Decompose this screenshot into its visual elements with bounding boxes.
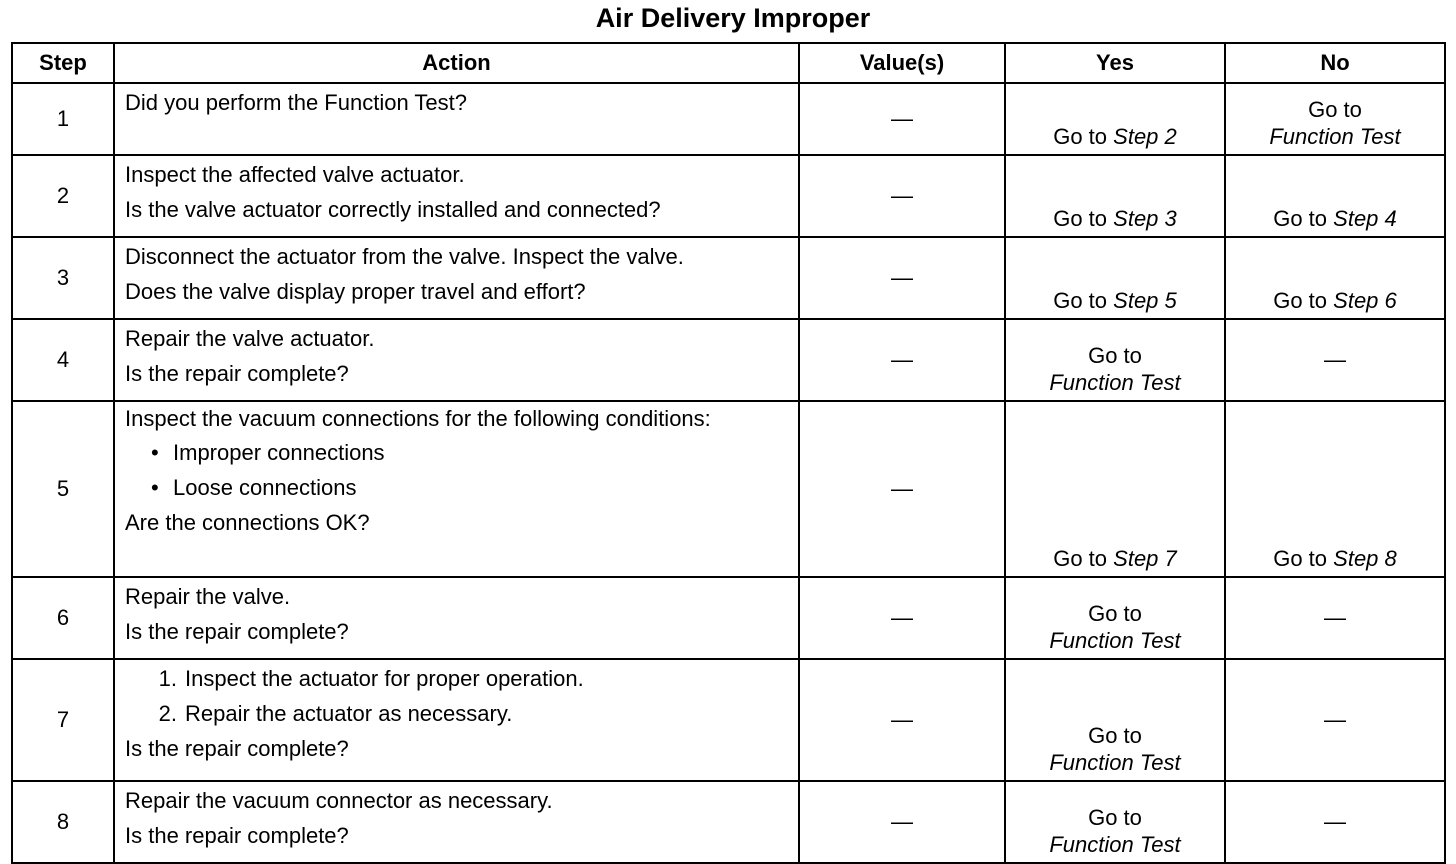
goto-prefix: Go to [1273,288,1328,313]
action-cell [114,577,799,659]
goto-prefix: Go to [1053,288,1108,313]
goto-prefix: Go to [1273,546,1328,571]
value-cell: — [799,401,1005,577]
goto-prefix: Go to [1088,601,1142,626]
item-text: Inspect the actuator for proper operation. [185,666,584,691]
goto-target: Function Test [1049,832,1181,857]
page-title: Air Delivery Improper [595,3,871,33]
action-question: Is the repair complete? [125,619,349,644]
action-cell [114,319,799,401]
goto-prefix: Go to [1088,723,1142,748]
action-text: Inspect the affected valve actuator. [125,162,465,187]
table-row-step-5 [12,401,1445,577]
table-row-step-8 [12,781,1445,863]
no-cell [1225,237,1445,319]
column-header-yes: Yes [1005,43,1225,83]
yes-cell [1005,155,1225,237]
no-cell [1225,401,1445,577]
action-question: Is the repair complete? [125,361,349,386]
table-row-step-4 [12,319,1445,401]
action-question: Does the valve display proper travel and effort? [125,279,586,304]
numbered-item [125,699,790,729]
goto-target: Step 2 [1113,124,1177,149]
action-text: Did you perform the Function Test? [125,90,467,115]
step-number: 8 [12,781,114,863]
action-question: Are the connections OK? [125,510,370,535]
value-cell: — [799,155,1005,237]
yes-cell [1005,83,1225,155]
no-cell: — [1225,577,1445,659]
action-question: Is the valve actuator correctly installed and connected? [125,197,661,222]
item-text: Repair the actuator as necessary. [185,701,513,726]
item-number: 2. [158,701,177,726]
value-cell: — [799,237,1005,319]
goto-prefix: Go to [1308,97,1362,122]
action-cell [114,781,799,863]
goto-target: Function Test [1269,124,1401,149]
no-cell [1225,83,1445,155]
column-header-step: Step [12,43,114,83]
no-cell: — [1225,319,1445,401]
action-text: Disconnect the actuator from the valve. Inspect the valve. [125,244,684,269]
step-number: 4 [12,319,114,401]
yes-cell [1005,319,1225,401]
step-number: 2 [12,155,114,237]
no-cell: — [1225,781,1445,863]
action-text: Repair the valve. [125,584,291,609]
step-number: 5 [12,401,114,577]
action-text: Repair the valve actuator. [125,326,375,351]
goto-target: Step 4 [1333,206,1397,231]
yes-cell [1005,237,1225,319]
goto-target: Step 7 [1113,546,1177,571]
goto-target: Step 3 [1113,206,1177,231]
numbered-item [125,664,790,694]
column-header-action: Action [114,43,799,83]
action-cell [114,237,799,319]
action-cell [114,401,799,577]
table-row-step-7 [12,659,1445,781]
table-row-step-3 [12,237,1445,319]
action-text: Inspect the vacuum connections for the following conditions: [125,406,711,431]
table-row-step-6 [12,577,1445,659]
action-question: Is the repair complete? [125,736,349,761]
goto-target: Step 8 [1333,546,1397,571]
goto-target: Function Test [1049,750,1181,775]
no-cell: — [1225,659,1445,781]
goto-prefix: Go to [1273,206,1328,231]
action-cell [114,83,799,155]
column-header-no: No [1225,43,1445,83]
table-row-step-2 [12,155,1445,237]
header-row [12,43,1445,83]
action-cell [114,155,799,237]
value-cell: — [799,577,1005,659]
value-cell: — [799,781,1005,863]
value-cell: — [799,659,1005,781]
no-cell [1225,155,1445,237]
goto-prefix: Go to [1053,124,1108,149]
goto-target: Step 5 [1113,288,1177,313]
bullet-item: • Improper connections [125,438,790,468]
bullet-item: • Loose connections [125,473,790,503]
goto-prefix: Go to [1088,805,1142,830]
yes-cell [1005,577,1225,659]
step-number: 6 [12,577,114,659]
step-number: 1 [12,83,114,155]
value-cell: — [799,83,1005,155]
action-cell [114,659,799,781]
goto-prefix: Go to [1053,546,1108,571]
item-number: 1. [158,666,177,691]
step-number: 7 [12,659,114,781]
goto-target: Function Test [1049,628,1181,653]
action-question: Is the repair complete? [125,823,349,848]
table-row-step-1 [12,83,1445,155]
column-header-values: Value(s) [799,43,1005,83]
yes-cell [1005,401,1225,577]
step-number: 3 [12,237,114,319]
yes-cell [1005,781,1225,863]
goto-prefix: Go to [1088,343,1142,368]
goto-target: Function Test [1049,370,1181,395]
diagnostic-table [11,42,1446,864]
goto-target: Step 6 [1333,288,1397,313]
value-cell: — [799,319,1005,401]
goto-prefix: Go to [1053,206,1108,231]
action-text: Repair the vacuum connector as necessary. [125,788,553,813]
yes-cell [1005,659,1225,781]
